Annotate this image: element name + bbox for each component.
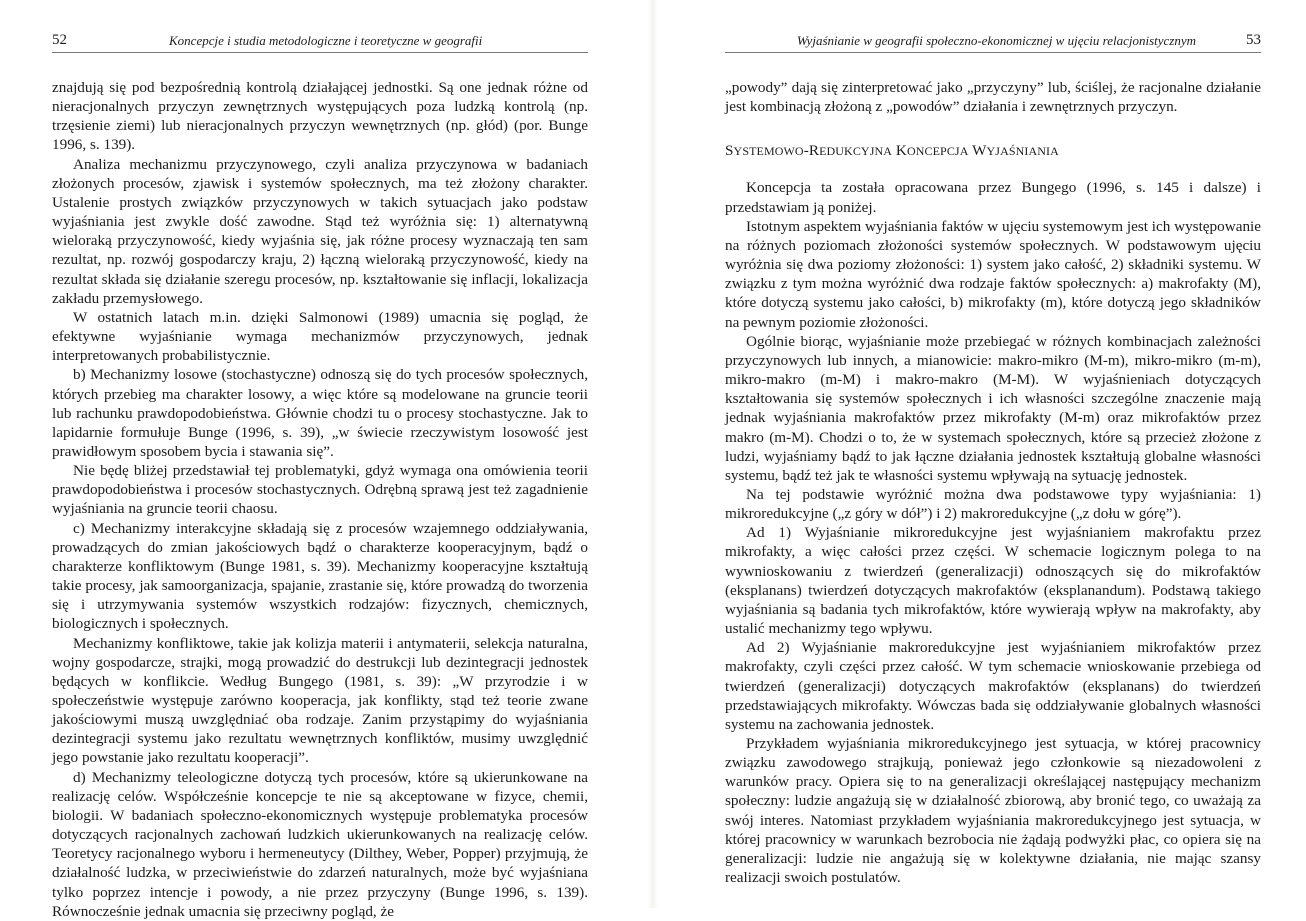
paragraph: d) Mechanizmy teleologiczne dotyczą tych procesów, które są ukierunkowane na realizację celów. Współcześnie koncepcje te nie są akceptowane w fizyce, chemii, biologii. W badaniach społeczno-ekonomicznych występuje problematyka procesów dotyczących racjonalnych zachowań ludzkich ukierunkowanych na realizację celów. Teoretycy racjonalnego wyboru i hermeneutycy (Dilthey, Weber, Popper) przyjmują, że działalność ludzka, w przeciwieństwie do zdarzeń naturalnych, może być wyjaśniana tylko poprzez intencje i powody, a nie przez przyczyny (Bunge 1996, s. 139). Równocześnie jednak umacnia się przeciwny pogląd, że [52, 768, 588, 920]
paragraph: b) Mechanizmy losowe (stochastyczne) odnoszą się do tych procesów społecznych, których przebieg ma charakter losowy, a więc które są modelowane na gruncie teorii lub rachunku prawdopodobieństwa. Głównie chodzi tu o procesy stochastyczne. Jak to lapidarnie formułuje Bunge (1996, s. 39), „w świecie rzeczywistym losowość jest prawidłowym sposobem bycia i stawania się”. [52, 366, 588, 460]
paragraph: „powody” dają się zinterpretować jako „przyczyny” lub, ściślej, że racjonalne działanie jest kombinacją złożoną z „powodów” działania i zewnętrznych przyczyn. [725, 79, 1261, 116]
section-heading [725, 141, 1261, 161]
paragraph: Przykładem wyjaśniania mikroredukcyjnego jest sytuacja, w której pracownicy związku zawodowego strajkują, ponieważ jego członkowie są niezadowoleni z warunków pracy. Opiera się to na generalizacji określającej następujący mechanizm społeczny: ludzie angażują się w działalność zbiorową, aby bronić tego, co uważają za swój interes. Natomiast przykładem wyjaśniania makroredukcyjnego jest sytuacja, w której pracownicy w warunkach bezrobocia nie żądają podwyżki płac, co opiera się na generalizacji: ludzie nie angażują się w kolektywne działania, nie mając szansy realizacji swoich postulatów. [725, 735, 1261, 887]
left-page-header [52, 28, 588, 53]
paragraph: Na tej podstawie wyróżnić można dwa podstawowe typy wyjaśniania: 1) mikroredukcyjne („z góry w dół”) i 2) makroredukcyjne („z dołu w górę”). [725, 485, 1261, 523]
right-page [656, 0, 1306, 908]
right-page-body [725, 78, 1261, 887]
paragraph: Mechanizmy konfliktowe, takie jak kolizja materii i antymaterii, selekcja naturalna, wojny gospodarcze, strajki, mogą prowadzić do destrukcji lub dezintegracji jednostek będących w konflikcie. Według Bungego (1981, s. 39): „W przyrodzie i w społeczeństwie występuje zarówno kooperacja, jak konflikty, stąd też teorie zwane jakościowymi muszą uwzględniać oba rodzaje. Zanim przystąpimy do wyjaśniania dezintegracji systemu jako rezultatu wewnętrznych konfliktów, musimy uwzględnić jego powstanie jako rezultatu kooperacji”. [52, 634, 588, 767]
section-heading-text: SYSTEMOWO-REDUKCYJNA KONCEPCJA WYJAŚNIANIA [725, 142, 1059, 160]
left-page-body [52, 78, 588, 921]
paragraph: Nie będę bliżej przedstawiał tej problematyki, gdyż wymaga ona omówienia teorii prawdopodobieństwa i procesów stochastycznych. Odrębną sprawą jest też zagadnienie wyjaśniania na gruncie teorii chaosu. [52, 462, 588, 518]
running-title: Koncepcje i studia metodologiczne i teoretyczne w geografii [169, 33, 483, 48]
paragraph: Ogólnie biorąc, wyjaśnianie może przebiegać w różnych kombinacjach zależności przyczynowych lub innych, a mianowicie: makro-mikro (M-m), mikro-mikro (m-m), mikro-makro (m-M) i makro-makro (M-M). W wyjaśnieniach dotyczących kształtowania się systemów społecznych i ich własności szczególne znaczenie mają jednak wyjaśniania makrofaktów przez mikrofakty (M-m) oraz mikrofaktów przez makro (m-M). Chodzi o to, że w systemach społecznych, które są przecież złożone z ludzi, wyjaśniamy bądź to jak łączne działania jednostek kształtują globalne własności systemu, bądź też jak te własności systemu wpływają na sytuację jednostek. [725, 332, 1261, 484]
paragraph: Istotnym aspektem wyjaśniania faktów w ujęciu systemowym jest ich występowanie na różnych poziomach złożoności systemów społecznych. W podstawowym ujęciu wyróżnia się dwa poziomy złożoności: 1) system jako całość, 2) składniki systemu. W związku z tym można wyróżnić dwa rodzaje faktów społecznych: a) makrofakty (M), które dotyczą systemu jako całości, b) mikrofakty (m), które dotyczą jego składników na pewnym poziomie złożoności. [725, 217, 1262, 331]
page-number: 52 [52, 32, 67, 48]
paragraph: Analiza mechanizmu przyczynowego, czyli analiza przyczynowa w badaniach złożonych procesów, zjawisk i systemów społecznych, ma też złożony charakter. Ustalenie prostych związków przyczynowych w takich sytuacjach jako podstaw wyjaśniania jest zwykle dość zawodne. Stąd też wyróżnia się: 1) alternatywną wieloraką przyczynowość, kiedy wyjaśnia się, jak różne procesy wyznaczają ten sam rezultat, np. rozwój gospodarczy kraju, 2) łączną wieloraką przyczynowość, kiedy na rezultat składa się działanie szeregu procesów, np. kształtowanie się inflacji, lokalizacja zakładu przemysłowego. [52, 155, 588, 307]
running-title: Wyjaśnianie w geografii społeczno-ekonomicznej w ujęciu relacjonistycznym [796, 33, 1196, 48]
paragraph: znajdują się pod bezpośrednią kontrolą działającej jednostki. Są one jednak różne od nieracjonalnych przyczyn zewnętrznych występujących poza ludzką kontrolą (np. trzęsienie ziemi) lub nieracjonalnych przyczyn wewnętrznych (np. głód) (por. Bunge 1996, s. 139). [52, 79, 588, 154]
paragraph: Ad 2) Wyjaśnianie makroredukcyjne jest wyjaśnianiem mikrofaktów przez makrofakty, czyli części przez całość. W tym schemacie wnioskowanie przebiega od twierdzeń (generalizacji) dotyczących makrofaktów (eksplanans) do twierdzeń przedstawiających mikrofakty. Wówczas bada się oddziaływanie globalnych własności systemu na zachowania jednostek. [725, 639, 1261, 733]
left-page [0, 0, 650, 920]
paragraph: c) Mechanizmy interakcyjne składają się z procesów wzajemnego oddziaływania, prowadzących do zmian jakościowych bądź o charakterze kooperacyjnym, bądź o charakterze konfliktowym (Bunge 1981, s. 39). Mechanizmy kooperacyjne kształtują takie procesy, jak samoorganizacja, spajanie, zrastanie się, które prowadzą do tworzenia się i utrzymywania systemów wszystkich rodzajów: fizycznych, chemicznych, biologicznych i społecznych. [52, 519, 588, 633]
paragraph: W ostatnich latach m.in. dzięki Salmonowi (1989) umacnia się pogląd, że efektywne wyjaśnianie wymaga mechanizmów przyczynowych, jednak interpretowanych probabilistycznie. [52, 308, 588, 365]
paragraph: Koncepcja ta została opracowana przez Bungego (1996, s. 145 i dalsze) i przedstawiam ją poniżej. [725, 179, 1261, 216]
page-number: 53 [1246, 32, 1261, 48]
paragraph: Ad 1) Wyjaśnianie mikroredukcyjne jest wyjaśnianiem makrofaktu przez mikrofakty, a więc całości przez części. W schemacie logicznym polega to na wywnioskowaniu z twierdzeń (generalizacji) odnoszących się do mikrofaktów (eksplanans) twierdzeń dotyczących makrofaktów (eksplanandum). Podstawą takiego wyjaśniania są badania tych mikrofaktów, które wywierają wpływ na makrofakty, aby ustalić mechanizmy tego wpływu. [725, 524, 1261, 638]
right-page-header [725, 28, 1261, 53]
